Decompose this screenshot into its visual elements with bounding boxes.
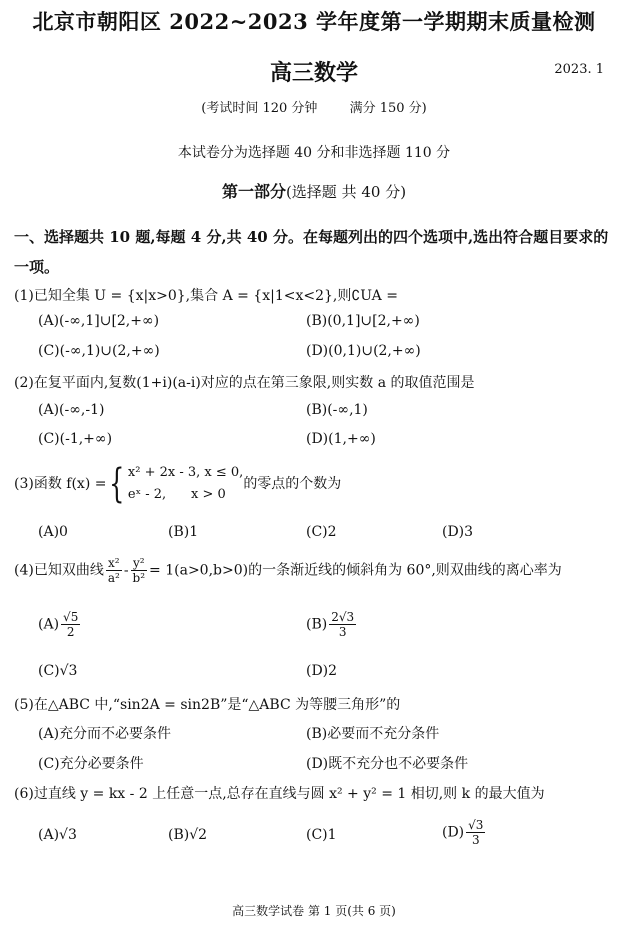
q6-d-den: 3 <box>471 833 480 847</box>
q5-option-d: (D)既不充分也不必要条件 <box>306 756 469 772</box>
q4-suffix: = 1(a>0,b>0)的一条渐近线的倾斜角为 60°,则双曲线的离心率为 <box>149 562 562 579</box>
q4-x-num: x² <box>106 556 122 571</box>
question-6-stem: (6)过直线 y = kx - 2 上任意一点,总存在直线与圆 x² + y² = 1 相切,则 k 的最大值为 <box>14 786 545 802</box>
q6-d-frac <box>466 818 485 847</box>
q1-option-a: (A)(-∞,1]∪[2,+∞) <box>38 313 160 329</box>
exam-title: 北京市朝阳区 2022~2023 学年度第一学期期末质量检测 <box>32 9 596 34</box>
question-4-stem <box>14 556 562 585</box>
q1-option-c: (C)(-∞,1)∪(2,+∞) <box>38 343 160 359</box>
q3-piecewise <box>128 462 243 506</box>
question-2-stem: (2)在复平面内,复数(1+i)(a-i)对应的点在第三象限,则实数 a 的取值范围是 <box>14 375 475 391</box>
q4-a-frac <box>61 610 80 639</box>
q4-option-a <box>38 610 82 639</box>
q4-b-label: (B) <box>306 616 328 633</box>
q4-y-den: b² <box>132 571 146 585</box>
q3-suffix: 的零点的个数为 <box>243 476 342 492</box>
q6-d-num: √3 <box>468 818 484 832</box>
q3-case-1: x² + 2x - 3, x ≤ 0, <box>127 465 244 480</box>
exam-time: (考试时间 120 分钟 <box>201 101 318 116</box>
q6-d-label: (D) <box>442 824 465 841</box>
exam-meta <box>0 97 628 116</box>
q4-minus: - <box>123 562 129 579</box>
q4-option-b <box>306 610 358 639</box>
q6-option-c: (C)1 <box>306 827 337 843</box>
q1-option-d: (D)(0,1)∪(2,+∞) <box>306 343 421 359</box>
q4-b-den: 3 <box>338 625 347 639</box>
q3-option-a: (A)0 <box>38 524 68 540</box>
q5-option-a: (A)充分而不必要条件 <box>38 726 172 742</box>
q4-frac-x <box>106 556 122 585</box>
q5-option-c: (C)充分必要条件 <box>38 756 144 772</box>
part-subtitle: (选择题 共 40 分) <box>285 183 407 201</box>
part-heading <box>0 179 628 202</box>
q1-option-b: (B)(0,1]∪[2,+∞) <box>306 313 420 329</box>
q6-option-a: (A)√3 <box>38 827 77 843</box>
question-1-stem: (1)已知全集 U = {x|x>0},集合 A = {x|1<x<2},则∁UA = <box>14 288 398 304</box>
q3-case-2: eˣ - 2, x > 0 <box>127 487 226 502</box>
exam-date: 2023. 1 <box>554 62 604 77</box>
q4-frac-y <box>131 556 148 585</box>
q3-option-b: (B)1 <box>168 524 199 540</box>
q4-option-c: (C)√3 <box>38 663 78 679</box>
q3-option-d: (D)3 <box>442 524 474 540</box>
q4-a-den: 2 <box>66 625 75 639</box>
q4-a-label: (A) <box>38 616 60 633</box>
q2-option-d: (D)(1,+∞) <box>306 431 376 447</box>
question-5-stem: (5)在△ABC 中,“sin2A = sin2B”是“△ABC 为等腰三角形”的 <box>14 697 401 713</box>
q4-x-den: a² <box>107 571 120 585</box>
q4-b-frac <box>329 610 356 639</box>
q4-y-num: y² <box>131 556 148 571</box>
q6-option-b: (B)√2 <box>168 827 208 843</box>
q6-option-d <box>442 818 487 847</box>
q4-prefix: (4)已知双曲线 <box>14 562 104 579</box>
exam-score: 满分 150 分) <box>349 101 427 116</box>
question-3-stem <box>14 462 341 506</box>
q3-prefix: (3)函数 f(x) = <box>14 476 107 492</box>
q5-option-b: (B)必要而不充分条件 <box>306 726 440 742</box>
q3-option-c: (C)2 <box>306 524 337 540</box>
section-instructions: 一、选择题共 10 题,每题 4 分,共 40 分。在每题列出的四个选项中,选出符合题目要求的一项。 <box>14 228 609 276</box>
q3-brace: { <box>109 461 125 507</box>
subject-title: 高三数学 <box>269 60 358 86</box>
exam-note: 本试卷分为选择题 40 分和非选择题 110 分 <box>177 145 451 161</box>
q2-option-a: (A)(-∞,-1) <box>38 402 105 418</box>
q2-option-c: (C)(-1,+∞) <box>38 431 113 447</box>
page-footer: 高三数学试卷 第 1 页(共 6 页) <box>232 904 396 918</box>
q4-option-d: (D)2 <box>306 663 338 679</box>
q2-option-b: (B)(-∞,1) <box>306 402 368 418</box>
q4-b-num: 2√3 <box>331 610 355 624</box>
q4-a-num: √5 <box>63 610 79 624</box>
part-title: 第一部分 <box>221 182 286 201</box>
